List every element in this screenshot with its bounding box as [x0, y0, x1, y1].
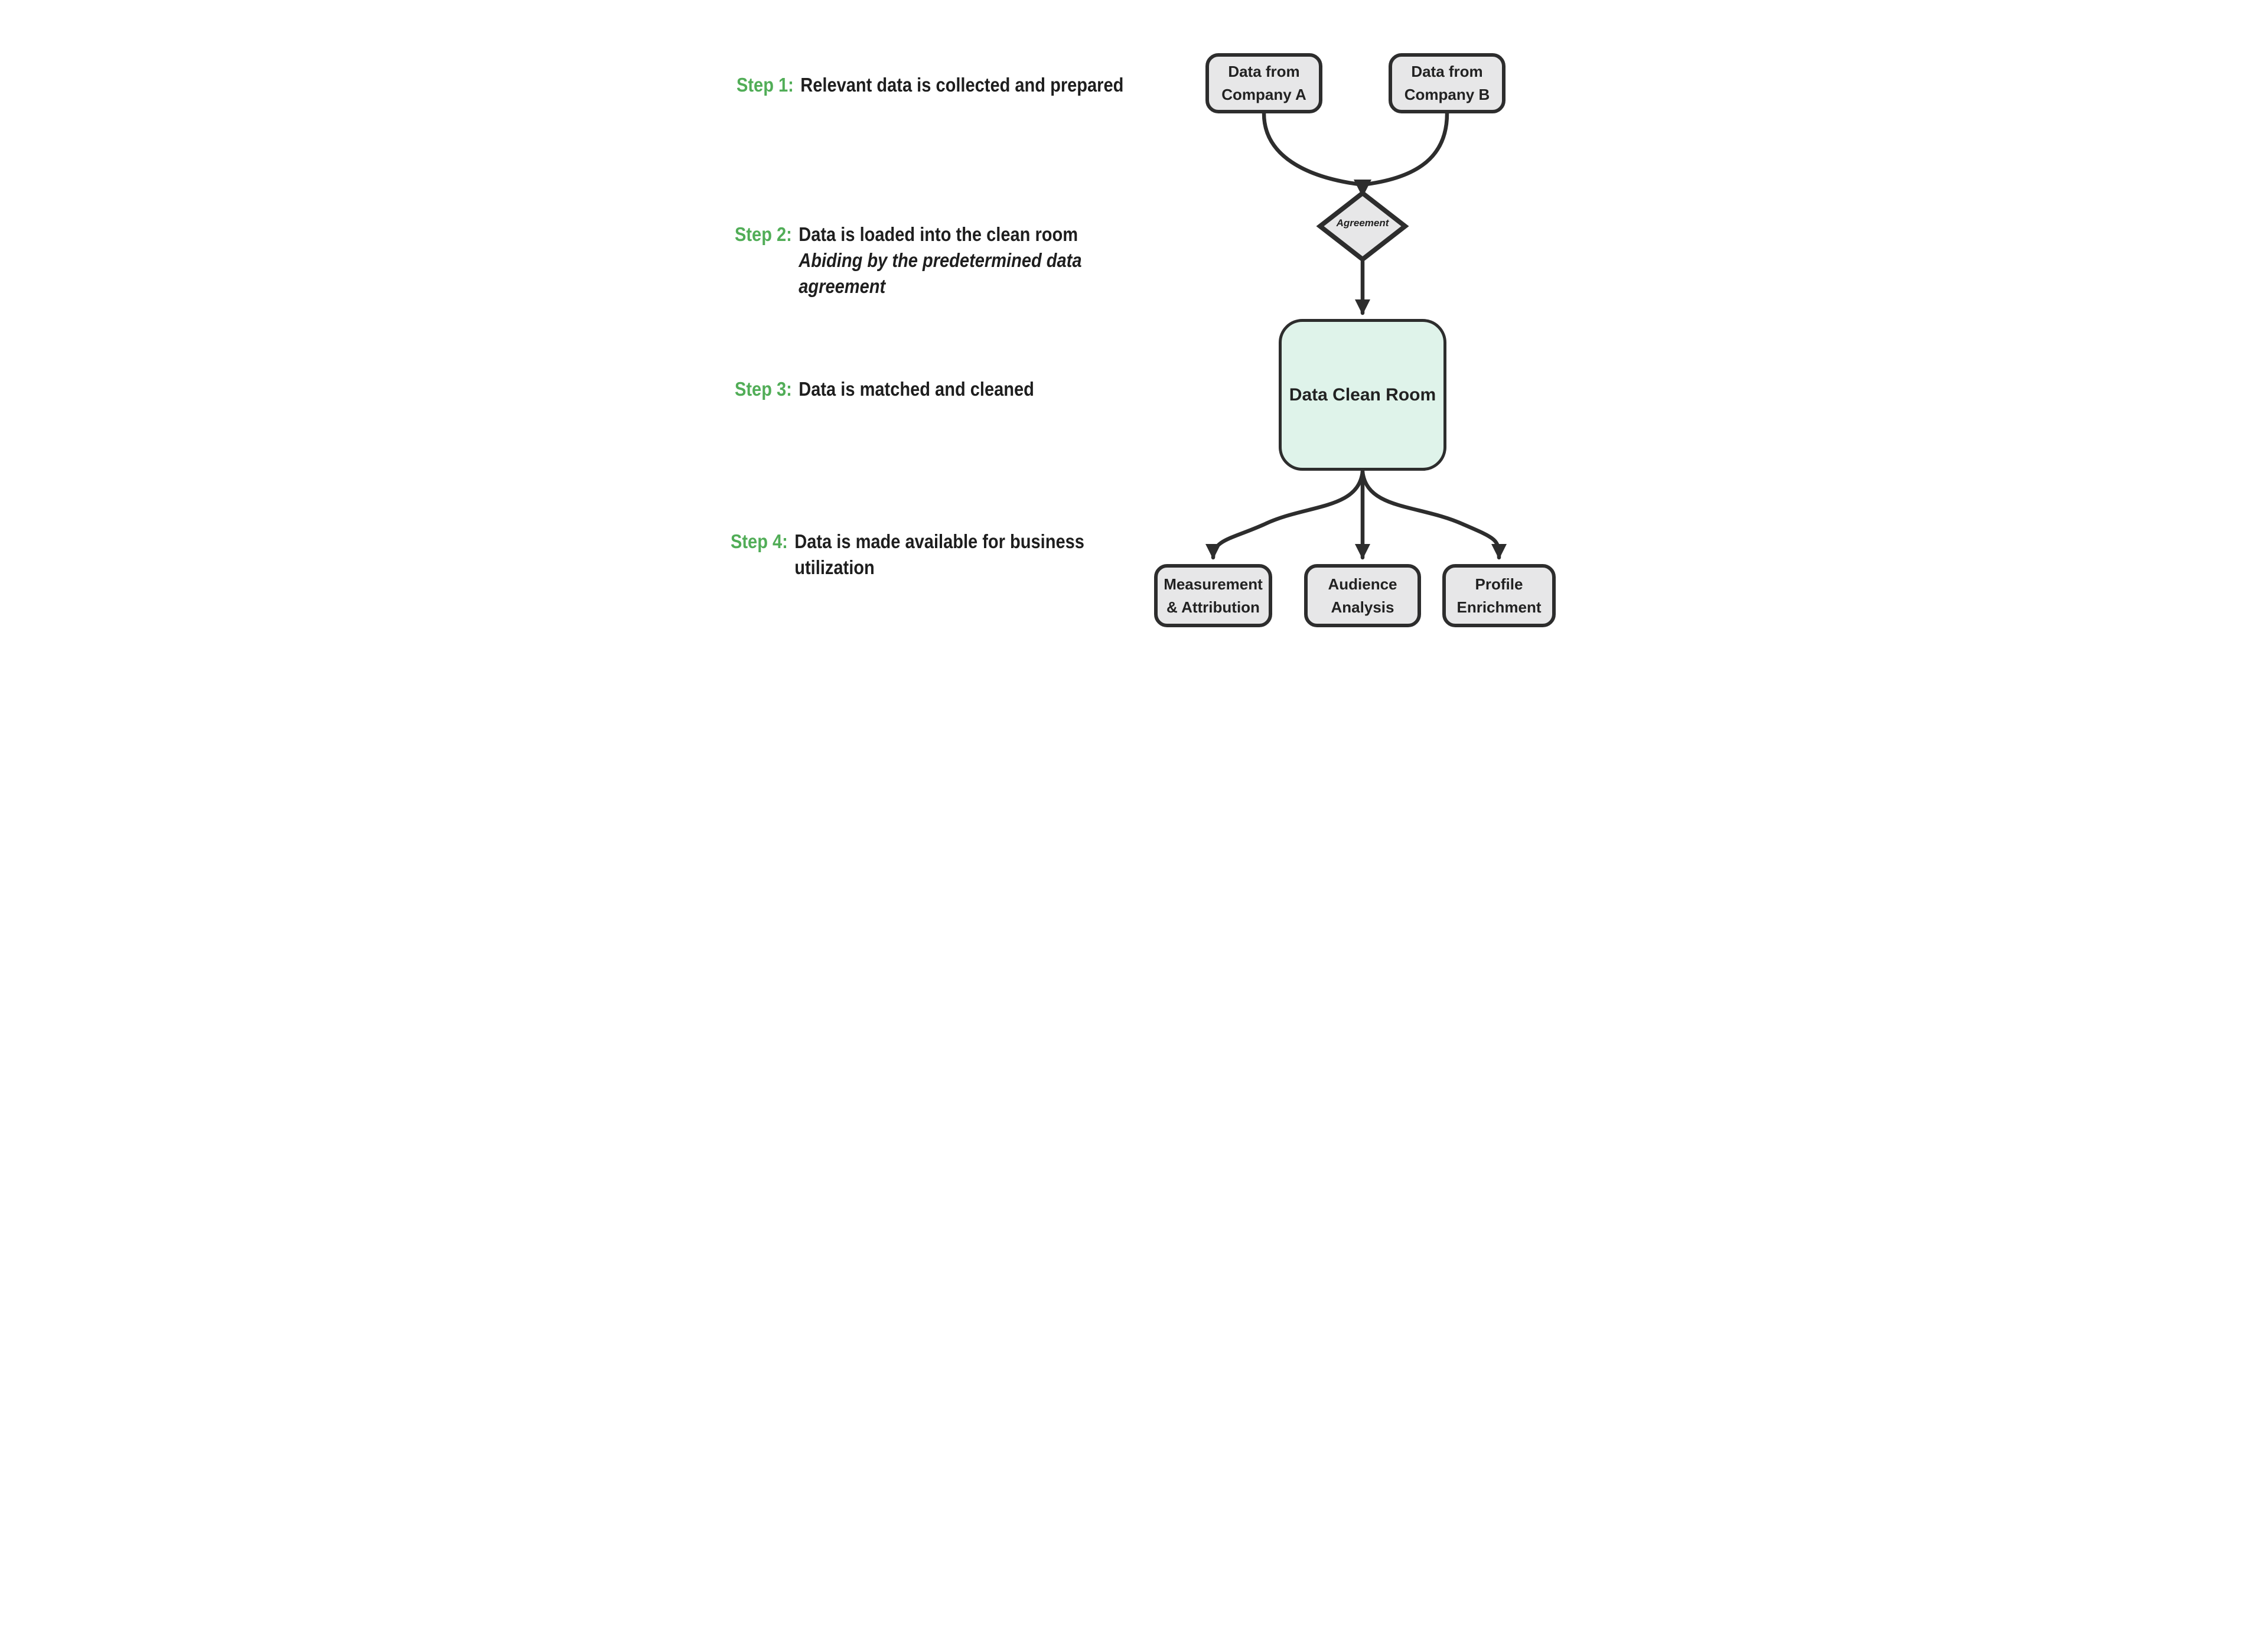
step-4-line-2: utilization	[794, 556, 875, 578]
node-source-b-line-2: Company B	[1404, 86, 1490, 103]
node-source-b-line-1: Data from	[1411, 63, 1483, 80]
node-source-a	[1205, 53, 1322, 113]
node-profile-enrichment	[1442, 564, 1556, 627]
node-data-clean-room	[1279, 319, 1446, 471]
edge-clean-room-to-measurement	[1213, 472, 1363, 558]
node-source-a-line-1: Data from	[1228, 63, 1300, 80]
step-2-row	[735, 221, 1081, 299]
step-4-label: Step 4:	[731, 530, 788, 552]
step-1-line-1: Relevant data is collected and prepared	[800, 74, 1124, 96]
node-source-b	[1389, 53, 1506, 113]
step-4-text	[794, 529, 1084, 581]
step-2-text	[799, 221, 1081, 299]
step-1-label: Step 1:	[737, 74, 794, 96]
node-measurement-line-2: & Attribution	[1166, 598, 1260, 616]
step-3-line-1: Data is matched and cleaned	[799, 378, 1034, 400]
step-2-label: Step 2:	[735, 223, 792, 245]
step-2-note-line-1: Abiding by the predetermined data	[799, 249, 1082, 271]
node-data-clean-room-label: Data Clean Room	[1289, 385, 1436, 405]
node-audience-line-1: Audience	[1328, 575, 1397, 593]
step-2-line-1: Data is loaded into the clean room	[799, 223, 1078, 245]
node-measurement-attribution	[1154, 564, 1272, 627]
step-1-row	[737, 72, 1123, 98]
edge-clean-room-to-profile	[1363, 472, 1499, 558]
step-3-text	[799, 376, 1034, 402]
node-audience-line-2: Analysis	[1331, 598, 1394, 616]
step-1-text	[800, 72, 1123, 98]
diagram-canvas	[680, 0, 1588, 656]
node-profile-line-1: Profile	[1475, 575, 1523, 593]
agreement-label: Agreement	[1336, 217, 1389, 229]
node-profile-line-2: Enrichment	[1456, 598, 1542, 616]
node-measurement-line-1: Measurement	[1164, 575, 1263, 593]
step-2-note-line-2: agreement	[799, 275, 886, 297]
step-3-label: Step 3:	[735, 378, 792, 400]
node-source-a-line-2: Company A	[1221, 86, 1306, 103]
edge-source-b-to-agreement	[1366, 113, 1447, 184]
step-3-row	[735, 376, 1034, 402]
node-audience-analysis	[1304, 564, 1421, 627]
step-4-line-1: Data is made available for business	[794, 530, 1084, 552]
edge-source-a-to-agreement	[1264, 113, 1359, 184]
step-4-row	[731, 529, 1084, 581]
